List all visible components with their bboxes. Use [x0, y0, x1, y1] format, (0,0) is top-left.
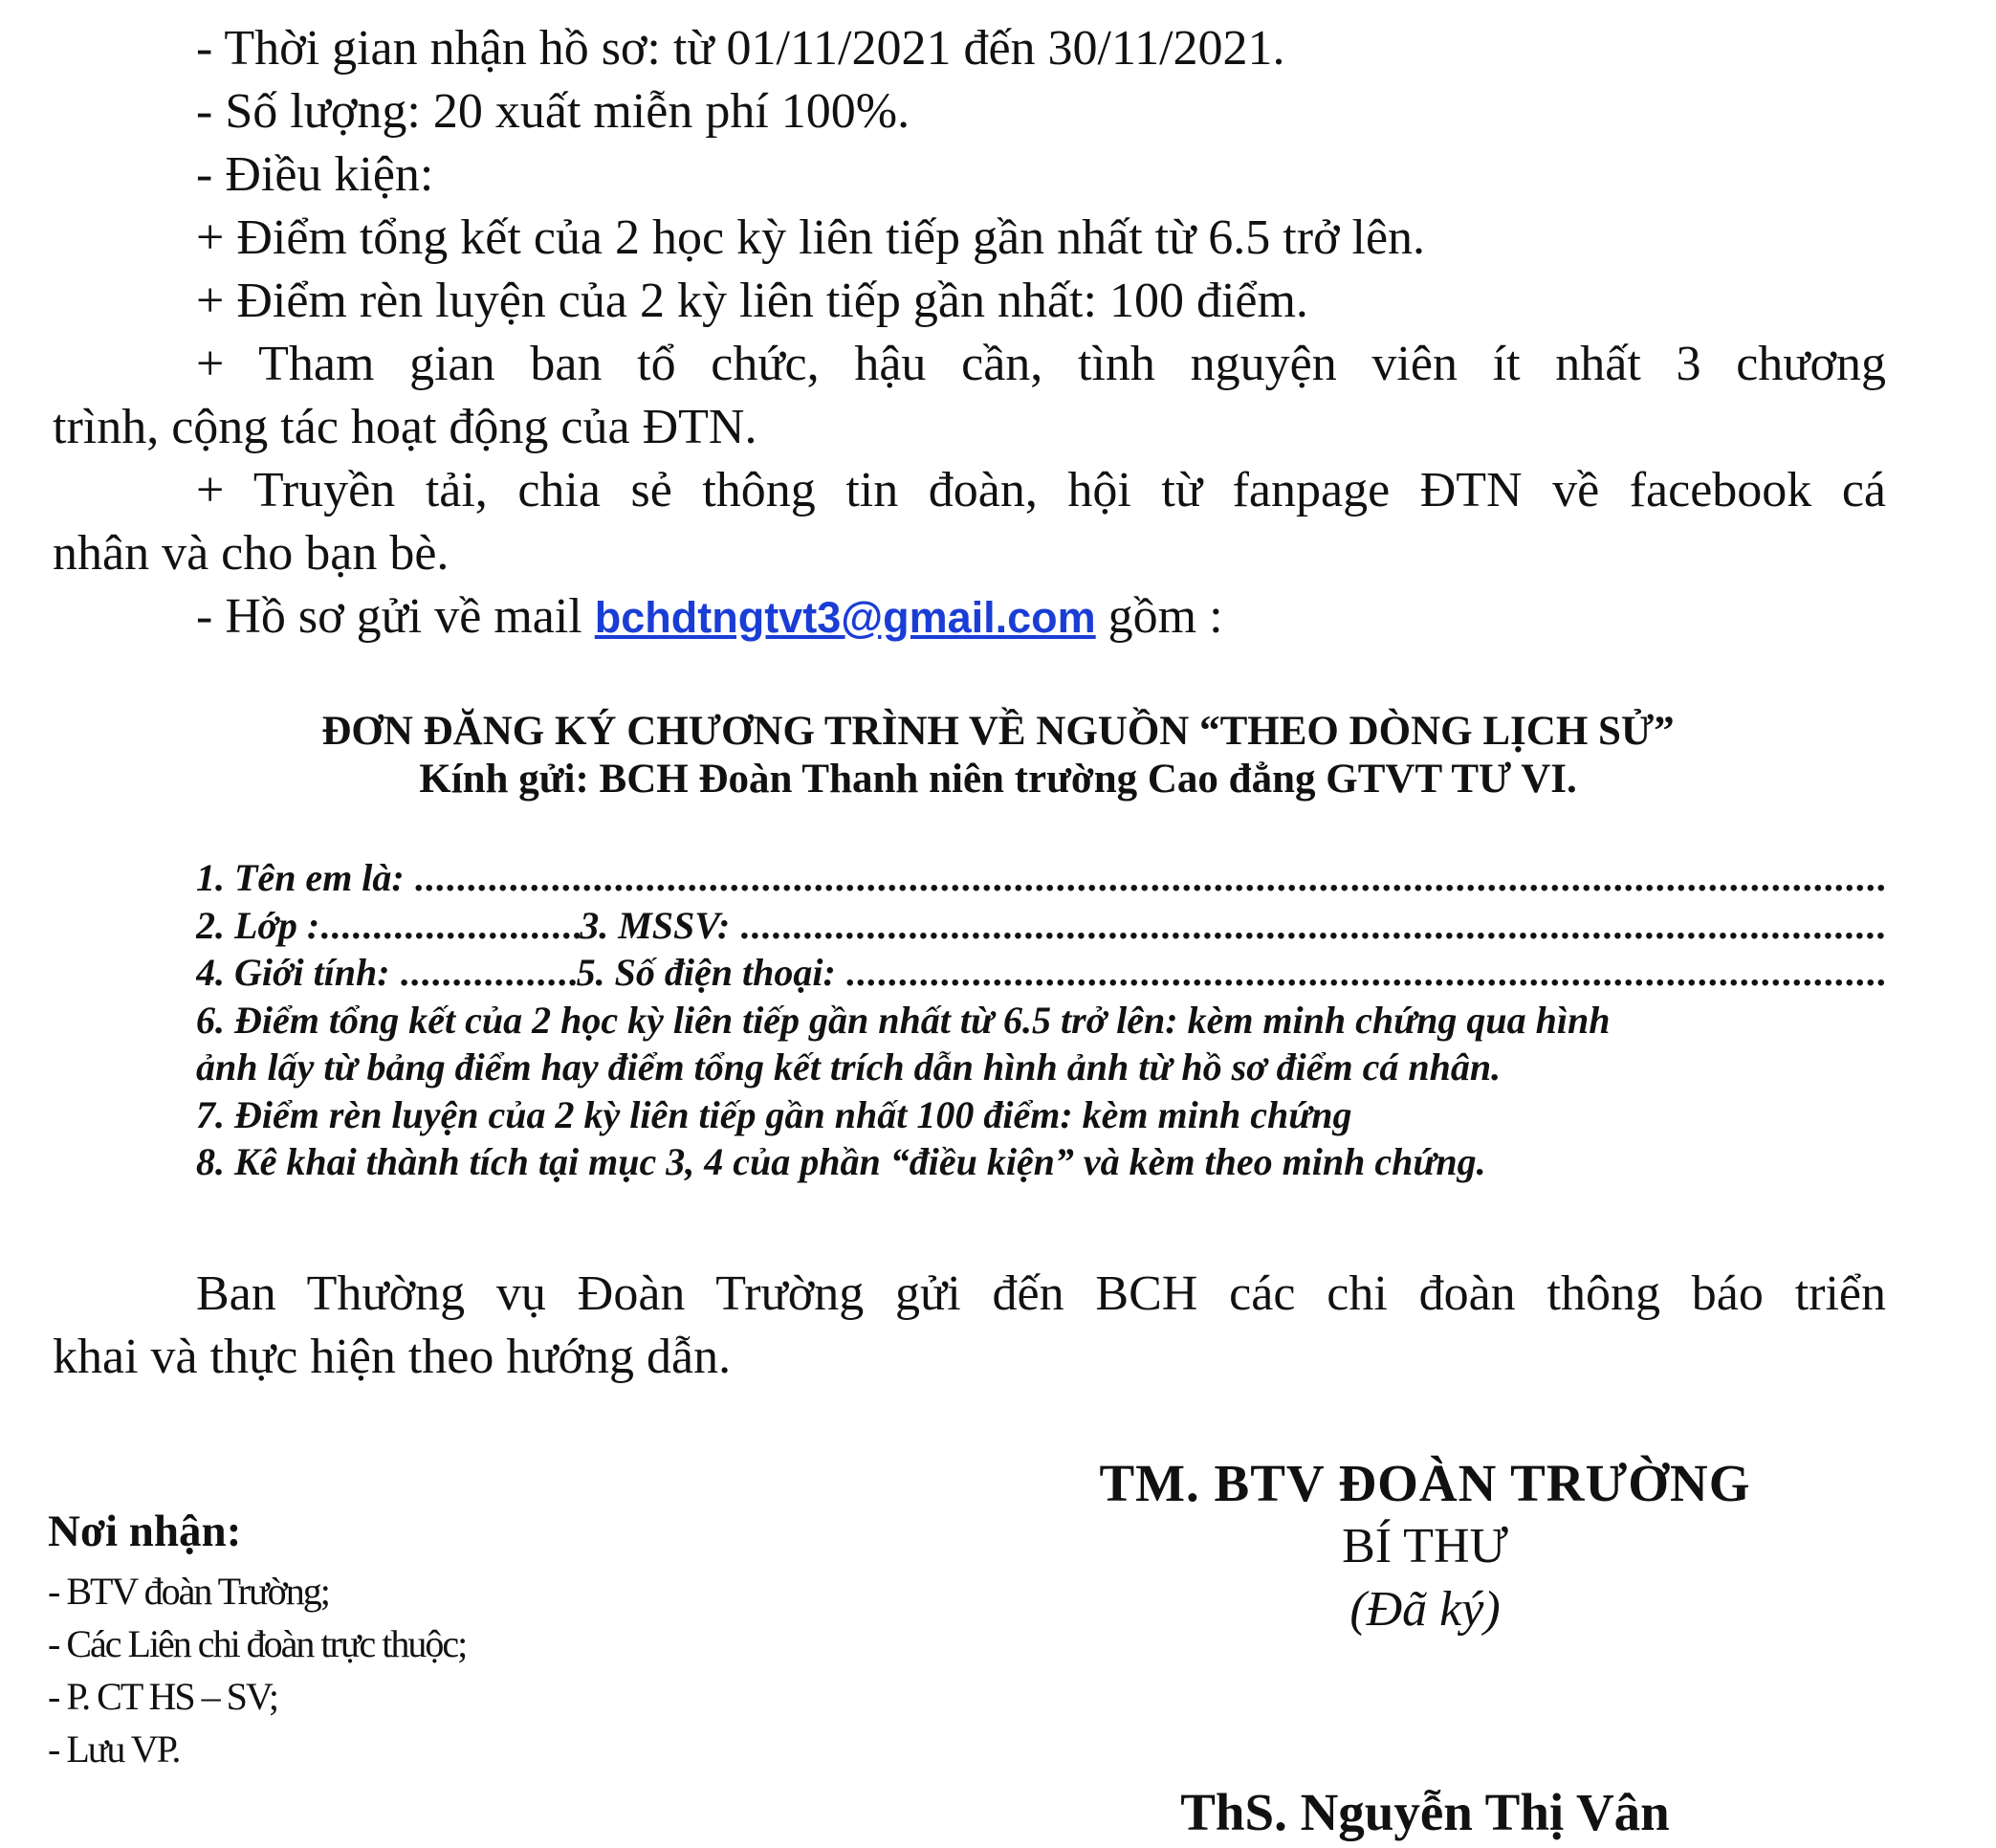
recipient-item: - BTV đoàn Trường; — [48, 1570, 329, 1613]
field-name-row — [196, 854, 1886, 902]
closing-line-1: Ban Thường vụ Đoàn Trường gửi đến BCH các chi đoàn thông báo triển — [196, 1266, 1886, 1321]
signatory-name: ThS. Nguyễn Thị Vân — [1180, 1783, 1670, 1841]
recipient-item: - Các Liên chi đoàn trực thuộc; — [48, 1622, 467, 1665]
field-student-id-blank — [739, 902, 1886, 950]
conditions-heading: - Điều kiện: — [196, 147, 434, 202]
field-6-text-1: 6. Điểm tổng kết của 2 học kỳ liên tiếp gần nhất từ 6.5 trở lên: kèm minh chứng qua hình — [196, 998, 1611, 1042]
signature-block — [1052, 1452, 1798, 1641]
field-gender-row — [196, 949, 1886, 997]
field-gender-label: 4. Giới tính: — [196, 951, 390, 994]
field-7-text: 7. Điểm rèn luyện của 2 kỳ liên tiếp gần nhất 100 điểm: kèm minh chứng — [196, 1092, 1352, 1136]
field-8 — [196, 1138, 1886, 1186]
submission-suffix: gồm : — [1095, 589, 1223, 644]
field-student-id-label: 3. MSSV: — [580, 903, 731, 947]
field-6-line-2 — [196, 1044, 1886, 1091]
field-phone-label: 5. Số điện thoại: — [576, 951, 836, 994]
condition-4-line-2: nhân và cho bạn bè. — [53, 526, 450, 581]
closing-paragraph — [53, 1263, 1886, 1389]
signature-organization: TM. BTV ĐOÀN TRƯỜNG — [1099, 1454, 1751, 1512]
quantity: - Số lượng: 20 xuất miễn phí 100%. — [196, 84, 910, 139]
form-fields — [196, 854, 1886, 1186]
recipients-block — [48, 1504, 717, 1775]
field-name-blank — [414, 854, 1886, 902]
closing-line-2: khai và thực hiện theo hướng dẫn. — [53, 1330, 732, 1384]
field-name-label: 1. Tên em là: — [196, 856, 405, 899]
field-6-line-1 — [196, 997, 1886, 1045]
condition-1: + Điểm tổng kết của 2 học kỳ liên tiếp gần nhất từ 6.5 trở lên. — [196, 210, 1426, 265]
condition-4-line-1: + Truyền tải, chia sẻ thông tin đoàn, hội từ fanpage ĐTN về facebook cá — [196, 463, 1886, 517]
field-class-blank — [319, 902, 580, 950]
announcement-body — [53, 17, 1886, 649]
form-title: ĐƠN ĐĂNG KÝ CHƯƠNG TRÌNH VỀ NGUỒN “THEO DÒNG LỊCH SỬ” — [321, 709, 1675, 754]
condition-3-line-2: trình, cộng tác hoạt động của ĐTN. — [53, 400, 757, 454]
recipient-item: - P. CT HS – SV; — [48, 1675, 277, 1718]
signature-role: BÍ THƯ — [1342, 1519, 1508, 1573]
condition-3-line-1: + Tham gian ban tổ chức, hậu cần, tình nguyện viên ít nhất 3 chương — [196, 337, 1886, 391]
receipt-period: - Thời gian nhận hồ sơ: từ 01/11/2021 đến 30/11/2021. — [196, 21, 1285, 76]
condition-2: + Điểm rèn luyện của 2 kỳ liên tiếp gần nhất: 100 điểm. — [196, 274, 1308, 328]
submission-prefix: - Hồ sơ gửi về mail — [196, 589, 595, 644]
signature-signed-note: (Đã ký) — [1349, 1582, 1501, 1637]
field-7 — [196, 1091, 1886, 1139]
form-addressee: Kính gửi: BCH Đoàn Thanh niên trường Cao đẳng GTVT TƯ VI. — [419, 757, 1577, 802]
field-6-text-2: ảnh lấy từ bảng điểm hay điểm tổng kết trích dẫn hình ảnh từ hồ sơ điểm cá nhân. — [196, 1045, 1502, 1089]
field-class-label: 2. Lớp : — [196, 903, 320, 947]
submission-line — [53, 585, 1886, 649]
field-gender-blank — [400, 949, 577, 997]
email-link[interactable]: bchdtngtvt3@gmail.com — [594, 593, 1096, 642]
recipients-heading: Nơi nhận: — [48, 1507, 242, 1556]
field-phone-blank — [845, 949, 1886, 997]
recipient-item: - Lưu VP. — [48, 1727, 180, 1771]
field-8-text: 8. Kê khai thành tích tại mục 3, 4 của phần “điều kiện” và kèm theo minh chứng. — [196, 1140, 1486, 1183]
field-class-row — [196, 902, 1886, 950]
